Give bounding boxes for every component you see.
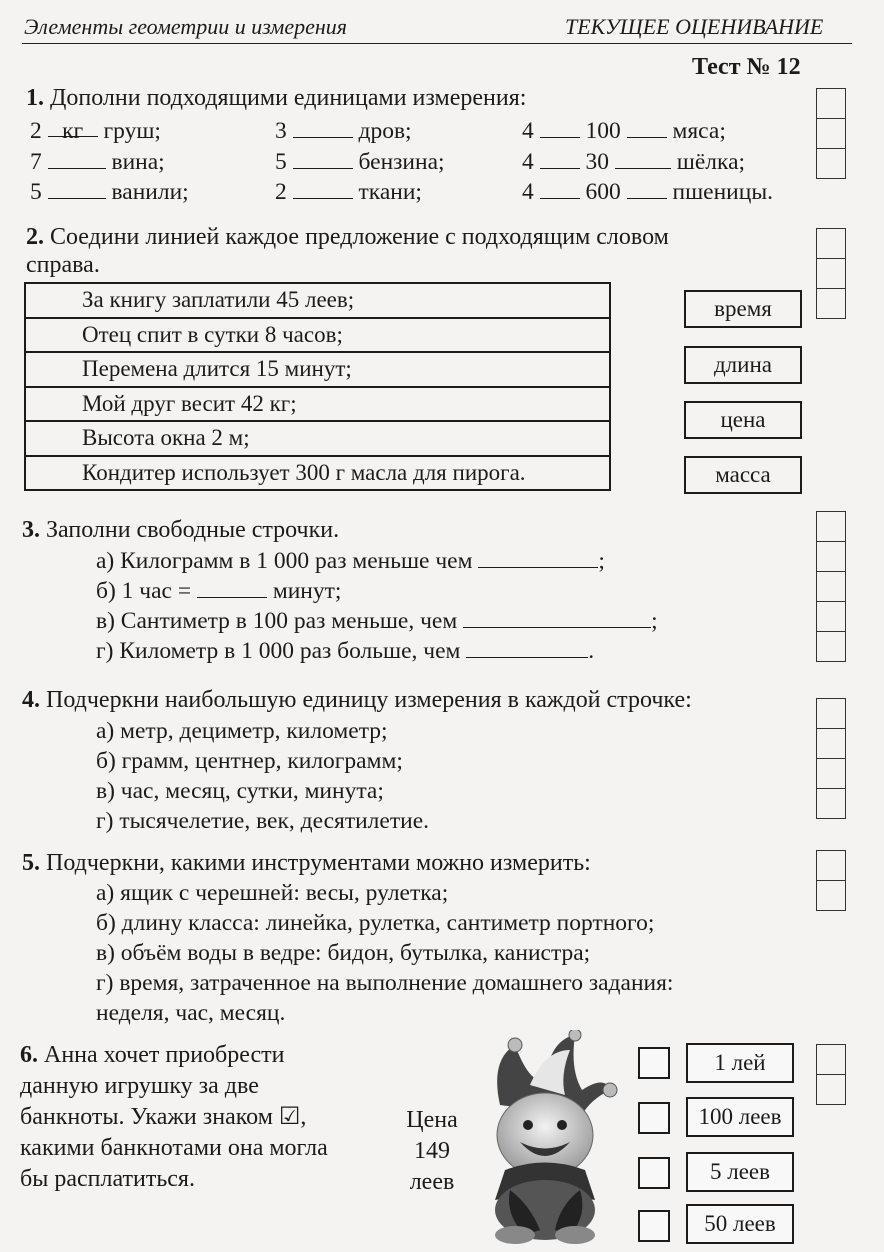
q1-row-3-col3 (522, 177, 773, 207)
q6-score-boxes (816, 1044, 846, 1105)
q1-item: груш; (103, 118, 161, 144)
checkbox-1-lei[interactable] (638, 1047, 670, 1079)
q1-answer-blank[interactable]: кг (48, 116, 98, 137)
test-title: Тест № 12 (692, 54, 801, 80)
q1-amount: 4 (522, 149, 534, 175)
q1-answer-blank[interactable] (293, 117, 353, 138)
q1-heading (26, 83, 526, 113)
q3-item-a (96, 546, 605, 576)
q1-row-2-col2 (275, 147, 445, 177)
q2-word-length[interactable]: длина (684, 346, 802, 384)
q3-item-b (96, 576, 341, 606)
q6-line-3: банкноты. Укажи знаком ☑, (20, 1104, 307, 1130)
q1-answer-blank[interactable] (48, 178, 106, 199)
q3-text: Заполни свободные строчки. (46, 517, 340, 543)
q3-answer-blank[interactable] (197, 577, 267, 598)
q5-item-b[interactable]: б) длину класса: линейка, рулетка, сантиметр портного; (96, 910, 655, 936)
q2-sentence[interactable]: Мой друг весит 42 кг; (25, 387, 610, 422)
q1-row-3-col2 (275, 177, 422, 207)
q1-amount: 3 (275, 118, 287, 144)
q1-text: Дополни подходящими единицами измерения: (50, 85, 527, 111)
q5-item-d[interactable]: г) время, затраченное на выполнение домашнего задания: (96, 970, 674, 996)
price-value: 149 (414, 1138, 450, 1164)
q2-sentence[interactable]: Отец спит в сутки 8 часов; (25, 318, 610, 353)
q1-amount: 100 (585, 118, 621, 144)
checkbox-50-lei[interactable] (638, 1210, 670, 1242)
q1-item: вина; (111, 149, 165, 175)
header-section-title: Элементы геометрии и измерения (24, 14, 347, 39)
q1-row-1-col3 (522, 116, 726, 146)
q2-sentence[interactable]: Высота окна 2 м; (25, 421, 610, 456)
q2-score-boxes (816, 228, 846, 319)
q1-row-2-col3 (522, 147, 745, 177)
checkbox-100-lei[interactable] (638, 1102, 670, 1134)
q2-sentence[interactable]: Кондитер использует 300 г масла для пирога. (25, 456, 610, 491)
q6-line-4: какими банкнотами она могла (20, 1135, 328, 1161)
q1-amount: 5 (275, 149, 287, 175)
q1-item: ткани; (358, 179, 422, 205)
q3-answer-blank[interactable] (478, 547, 598, 568)
q5-number: 5. (22, 850, 40, 876)
jester-toy-image (470, 1030, 620, 1245)
q2-heading (26, 222, 669, 252)
q4-text: Подчеркни наибольшую единицу измерения в каждой строчке: (46, 687, 692, 713)
q1-answer-blank[interactable] (48, 148, 106, 169)
q4-number: 4. (22, 687, 40, 713)
q1-amount: 4 (522, 179, 534, 205)
q3-item-end: ; (598, 548, 605, 574)
q4-item-b[interactable]: б) грамм, центнер, килограмм; (96, 748, 403, 774)
q3-item-c (96, 606, 658, 636)
q1-answer-blank[interactable] (293, 178, 353, 199)
q5-item-d-continued[interactable]: неделя, час, месяц. (96, 1000, 286, 1026)
q1-answer-blank[interactable] (627, 117, 667, 138)
q1-row-1-col2 (275, 116, 412, 146)
q3-item-end: ; (651, 608, 658, 634)
header-assessment-label: ТЕКУЩЕЕ ОЦЕНИВАНИЕ (565, 14, 824, 39)
q2-text-line-1: Соедини линией каждое предложение с подходящим словом (50, 224, 669, 250)
q1-row-2-col1 (30, 147, 165, 177)
q6-text: Анна хочет приобрести (44, 1042, 285, 1068)
q6-line-1 (20, 1040, 284, 1070)
q2-word-price[interactable]: цена (684, 401, 802, 439)
price-label: Цена (406, 1107, 458, 1133)
q1-amount: 2 (30, 118, 42, 144)
q5-score-boxes (816, 850, 846, 911)
checkbox-5-lei[interactable] (638, 1157, 670, 1189)
q3-item-end: . (588, 638, 595, 664)
q1-row-1-col1 (30, 116, 161, 146)
q1-item: бензина; (358, 149, 445, 175)
q1-amount: 7 (30, 149, 42, 175)
q3-item-text: г) Километр в 1 000 раз больше, чем (96, 638, 461, 664)
q1-item: шёлка; (676, 149, 746, 175)
q1-answer-blank[interactable] (540, 148, 580, 169)
q1-amount: 4 (522, 118, 534, 144)
q2-word-mass[interactable]: масса (684, 456, 802, 494)
q1-amount: 5 (30, 179, 42, 205)
q1-answer-blank[interactable] (293, 148, 353, 169)
q3-number: 3. (22, 517, 40, 543)
q4-heading (22, 685, 692, 715)
q2-sentence[interactable]: Перемена длится 15 минут; (25, 352, 610, 387)
q4-score-boxes (816, 698, 846, 819)
q1-answer-blank[interactable] (540, 117, 580, 138)
q3-heading (22, 515, 339, 545)
q2-text-line-2: справа. (26, 252, 100, 278)
q1-answer-blank[interactable] (615, 148, 671, 169)
q6-number: 6. (20, 1042, 38, 1068)
q1-score-boxes (816, 88, 846, 179)
q5-item-a[interactable]: а) ящик с черешней: весы, рулетка; (96, 880, 449, 906)
q4-item-c[interactable]: в) час, месяц, сутки, минута; (96, 778, 384, 804)
banknote-1-lei: 1 лей (686, 1043, 794, 1083)
q2-word-time[interactable]: время (684, 290, 802, 328)
q3-item-end: минут; (272, 578, 342, 604)
q2-sentence-table (24, 282, 611, 491)
q3-answer-blank[interactable] (463, 607, 651, 628)
q1-item: мяса; (672, 118, 726, 144)
q5-heading (22, 848, 591, 878)
q3-item-text: в) Сантиметр в 100 раз меньше, чем (96, 608, 458, 634)
q2-sentence[interactable]: За книгу заплатили 45 леев; (25, 283, 610, 318)
banknote-50-lei: 50 леев (686, 1204, 794, 1244)
q1-answer-blank[interactable] (627, 178, 667, 199)
q1-item: дров; (358, 118, 412, 144)
q2-number: 2. (26, 224, 44, 250)
q4-item-d[interactable]: г) тысячелетие, век, десятилетие. (96, 808, 429, 834)
banknote-5-lei: 5 леев (686, 1152, 794, 1192)
q3-item-d (96, 636, 594, 666)
q3-item-text: а) Килограмм в 1 000 раз меньше чем (96, 548, 473, 574)
q1-item: пшеницы. (672, 179, 773, 205)
q3-item-text: б) 1 час = (96, 578, 192, 604)
q1-row-3-col1 (30, 177, 189, 207)
q5-item-c[interactable]: в) объём воды в ведре: бидон, бутылка, канистра; (96, 940, 591, 966)
q1-item: ванили; (111, 179, 189, 205)
q3-answer-blank[interactable] (466, 637, 588, 658)
q1-answer-blank[interactable] (540, 178, 580, 199)
q1-amount: 30 (585, 149, 609, 175)
q1-amount: 600 (585, 179, 621, 205)
q6-line-2: данную игрушку за две (20, 1073, 259, 1099)
header-divider (22, 43, 852, 44)
q4-item-a[interactable]: а) метр, дециметр, километр; (96, 718, 388, 744)
q1-number: 1. (26, 85, 44, 111)
price-currency: леев (409, 1169, 455, 1195)
q1-amount: 2 (275, 179, 287, 205)
q5-text: Подчеркни, какими инструментами можно измерить: (46, 850, 591, 876)
q3-score-boxes (816, 511, 846, 662)
q6-line-5: бы расплатиться. (20, 1166, 195, 1192)
banknote-100-lei: 100 леев (686, 1097, 794, 1137)
